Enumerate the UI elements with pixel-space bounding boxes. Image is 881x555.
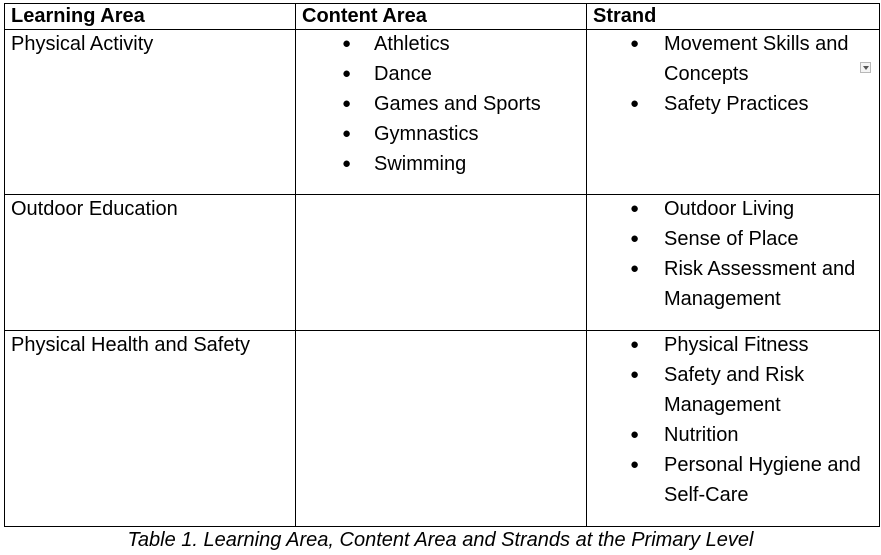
list-item: ● Personal Hygiene and Self-Care	[593, 450, 873, 510]
table-row	[5, 30, 880, 195]
strand-list	[593, 194, 873, 314]
header-learning-area: Learning Area	[5, 4, 296, 30]
bullet-icon: ●	[630, 336, 640, 353]
list-item: ● Dance	[302, 59, 580, 89]
list-item: ● Swimming	[302, 149, 580, 179]
list-item: ● Games and Sports	[302, 89, 580, 119]
list-item: ● Sense of Place	[593, 224, 873, 254]
bullet-icon: ●	[630, 456, 640, 473]
bullet-icon: ●	[342, 65, 352, 82]
bullet-icon: ●	[630, 366, 640, 383]
table-caption: Table 1. Learning Area, Content Area and Strands at the Primary Level	[127, 529, 754, 551]
strand-cell	[587, 331, 880, 527]
learning-area-cell	[5, 30, 296, 195]
bullet-icon: ●	[342, 155, 352, 172]
list-item: ● Risk Assessment and Management	[593, 254, 873, 314]
learning-area-cell	[5, 331, 296, 527]
list-item: ● Movement Skills and Concepts	[593, 29, 873, 89]
learning-area-cell	[5, 195, 296, 331]
bullet-icon: ●	[342, 35, 352, 52]
strand-list	[593, 330, 873, 510]
content-area-cell	[296, 30, 587, 195]
content-area-list	[302, 29, 580, 179]
list-item: ● Nutrition	[593, 420, 873, 450]
learning-area-text: Physical Health and Safety	[11, 334, 251, 356]
learning-area-text: Outdoor Education	[11, 198, 178, 220]
list-item: ● Physical Fitness	[593, 330, 873, 360]
table-row	[5, 331, 880, 527]
content-area-cell	[296, 195, 587, 331]
curriculum-table	[4, 3, 880, 527]
list-item: ● Safety Practices	[593, 89, 873, 119]
bullet-icon: ●	[630, 200, 640, 217]
bullet-icon: ●	[630, 95, 640, 112]
list-item: ● Athletics	[302, 29, 580, 59]
strand-cell	[587, 195, 880, 331]
header-content-area: Content Area	[296, 4, 587, 30]
list-item: ● Outdoor Living	[593, 194, 873, 224]
list-item: ● Gymnastics	[302, 119, 580, 149]
content-area-cell	[296, 331, 587, 527]
bullet-icon: ●	[630, 260, 640, 277]
bullet-icon: ●	[630, 426, 640, 443]
bullet-icon: ●	[342, 95, 352, 112]
learning-area-text: Physical Activity	[11, 33, 154, 55]
header-strand: Strand	[587, 4, 880, 30]
bullet-icon: ●	[630, 35, 640, 52]
table-header-row	[5, 4, 880, 30]
table-row	[5, 195, 880, 331]
bullet-icon: ●	[630, 230, 640, 247]
bullet-icon: ●	[342, 125, 352, 142]
strand-cell	[587, 30, 880, 195]
strand-list	[593, 29, 873, 119]
list-item: ● Safety and Risk Management	[593, 360, 873, 420]
